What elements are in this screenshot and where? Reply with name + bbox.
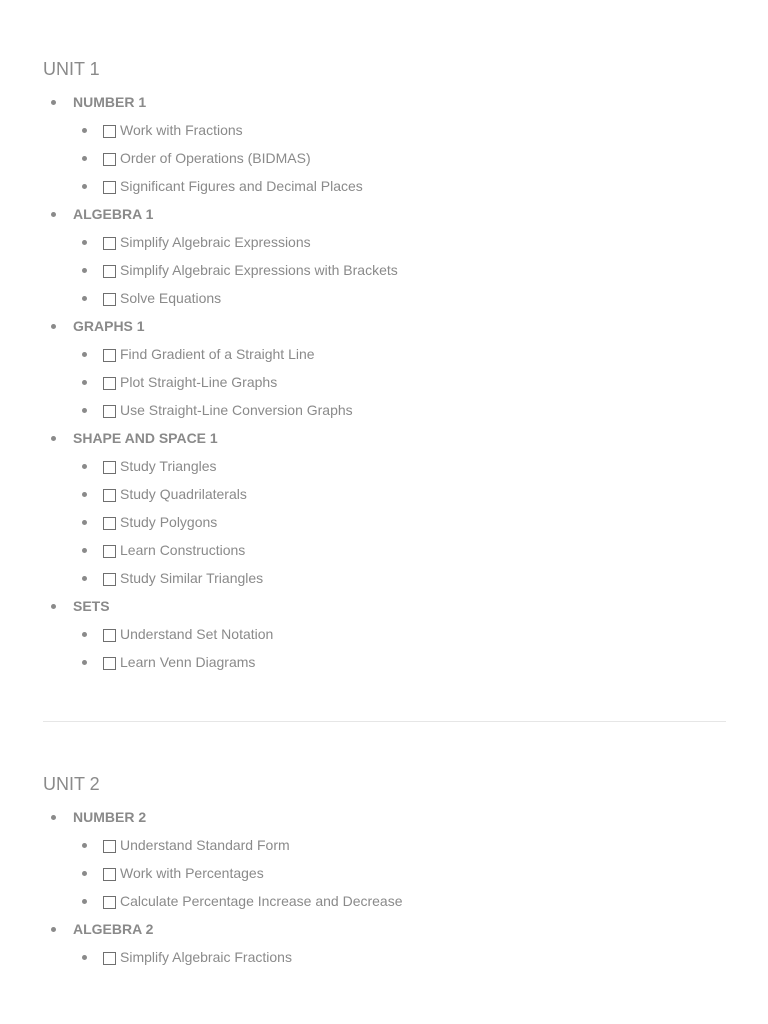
bullet-icon <box>82 520 87 525</box>
bullet-icon <box>82 632 87 637</box>
item-checkbox[interactable] <box>103 657 116 670</box>
item-label: Work with Fractions <box>120 122 243 138</box>
unit-title: UNIT 1 <box>43 59 100 79</box>
topic-algebra-2 <box>43 915 725 971</box>
bullet-icon <box>82 156 87 161</box>
item-checkbox[interactable] <box>103 181 116 194</box>
topic-list <box>43 803 725 971</box>
bullet-icon <box>82 492 87 497</box>
bullet-icon <box>82 576 87 581</box>
bullet-icon <box>51 212 56 217</box>
item-label: Plot Straight-Line Graphs <box>120 374 278 390</box>
topic-label: ALGEBRA 2 <box>73 921 154 937</box>
list-item <box>73 536 725 564</box>
bullet-icon <box>82 955 87 960</box>
item-checkbox[interactable] <box>103 896 116 909</box>
item-checkbox[interactable] <box>103 153 116 166</box>
item-checkbox[interactable] <box>103 840 116 853</box>
item-list <box>73 116 725 200</box>
item-label: Study Quadrilaterals <box>120 486 247 502</box>
bullet-icon <box>82 660 87 665</box>
bullet-icon <box>82 843 87 848</box>
item-label: Calculate Percentage Increase and Decrease <box>120 893 403 909</box>
item-list <box>73 452 725 592</box>
bullet-icon <box>82 464 87 469</box>
bullet-icon <box>51 100 56 105</box>
list-item <box>73 480 725 508</box>
topic-label: GRAPHS 1 <box>73 318 145 334</box>
item-checkbox[interactable] <box>103 868 116 881</box>
item-label: Understand Standard Form <box>120 837 290 853</box>
list-item <box>73 228 725 256</box>
topic-label: NUMBER 1 <box>73 94 147 110</box>
item-list <box>73 831 725 915</box>
list-item <box>73 887 725 915</box>
item-list <box>73 943 725 971</box>
bullet-icon <box>82 408 87 413</box>
bullet-icon <box>51 324 56 329</box>
bullet-icon <box>82 268 87 273</box>
list-item <box>73 620 725 648</box>
unit-title: UNIT 2 <box>43 774 100 794</box>
item-checkbox[interactable] <box>103 349 116 362</box>
list-item <box>73 859 725 887</box>
item-label: Simplify Algebraic Fractions <box>120 949 292 965</box>
bullet-icon <box>51 436 56 441</box>
item-label: Significant Figures and Decimal Places <box>120 178 363 194</box>
bullet-icon <box>51 927 56 932</box>
item-list <box>73 228 725 312</box>
topic-sets <box>43 592 725 676</box>
list-item <box>73 172 725 200</box>
item-checkbox[interactable] <box>103 573 116 586</box>
item-list <box>73 620 725 676</box>
list-item <box>73 284 725 312</box>
bullet-icon <box>82 128 87 133</box>
bullet-icon <box>82 184 87 189</box>
item-checkbox[interactable] <box>103 377 116 390</box>
topic-number-2 <box>43 803 725 915</box>
item-checkbox[interactable] <box>103 461 116 474</box>
item-label: Simplify Algebraic Expressions with Brackets <box>120 262 398 278</box>
list-item <box>73 116 725 144</box>
item-checkbox[interactable] <box>103 489 116 502</box>
list-item <box>73 648 725 676</box>
item-checkbox[interactable] <box>103 517 116 530</box>
item-checkbox[interactable] <box>103 405 116 418</box>
item-checkbox[interactable] <box>103 952 116 965</box>
topic-label: ALGEBRA 1 <box>73 206 154 222</box>
bullet-icon <box>82 240 87 245</box>
bullet-icon <box>51 604 56 609</box>
item-label: Use Straight-Line Conversion Graphs <box>120 402 353 418</box>
item-list <box>73 340 725 424</box>
item-checkbox[interactable] <box>103 265 116 278</box>
item-label: Solve Equations <box>120 290 222 306</box>
item-label: Study Polygons <box>120 514 218 530</box>
list-item <box>73 508 725 536</box>
item-label: Understand Set Notation <box>120 626 274 642</box>
bullet-icon <box>82 871 87 876</box>
topic-label: SETS <box>73 598 110 614</box>
bullet-icon <box>51 815 56 820</box>
item-label: Work with Percentages <box>120 865 264 881</box>
item-checkbox[interactable] <box>103 545 116 558</box>
unit-1-section <box>43 58 725 676</box>
item-checkbox[interactable] <box>103 125 116 138</box>
item-label: Learn Venn Diagrams <box>120 654 256 670</box>
topic-number-1 <box>43 88 725 200</box>
list-item <box>73 396 725 424</box>
bullet-icon <box>82 352 87 357</box>
topic-label: SHAPE AND SPACE 1 <box>73 430 218 446</box>
item-label: Study Triangles <box>120 458 217 474</box>
bullet-icon <box>82 548 87 553</box>
list-item <box>73 943 725 971</box>
item-label: Study Similar Triangles <box>120 570 264 586</box>
list-item <box>73 340 725 368</box>
section-divider <box>43 721 726 722</box>
topic-graphs-1 <box>43 312 725 424</box>
list-item <box>73 564 725 592</box>
item-checkbox[interactable] <box>103 629 116 642</box>
topic-label: NUMBER 2 <box>73 809 147 825</box>
item-label: Find Gradient of a Straight Line <box>120 346 315 362</box>
item-label: Order of Operations (BIDMAS) <box>120 150 311 166</box>
list-item <box>73 256 725 284</box>
bullet-icon <box>82 899 87 904</box>
list-item <box>73 831 725 859</box>
bullet-icon <box>82 380 87 385</box>
item-label: Learn Constructions <box>120 542 246 558</box>
unit-2-section <box>43 773 725 971</box>
bullet-icon <box>82 296 87 301</box>
item-checkbox[interactable] <box>103 237 116 250</box>
topic-shape-and-space-1 <box>43 424 725 592</box>
item-checkbox[interactable] <box>103 293 116 306</box>
topic-algebra-1 <box>43 200 725 312</box>
list-item <box>73 368 725 396</box>
item-label: Simplify Algebraic Expressions <box>120 234 311 250</box>
list-item <box>73 452 725 480</box>
list-item <box>73 144 725 172</box>
topic-list <box>43 88 725 676</box>
